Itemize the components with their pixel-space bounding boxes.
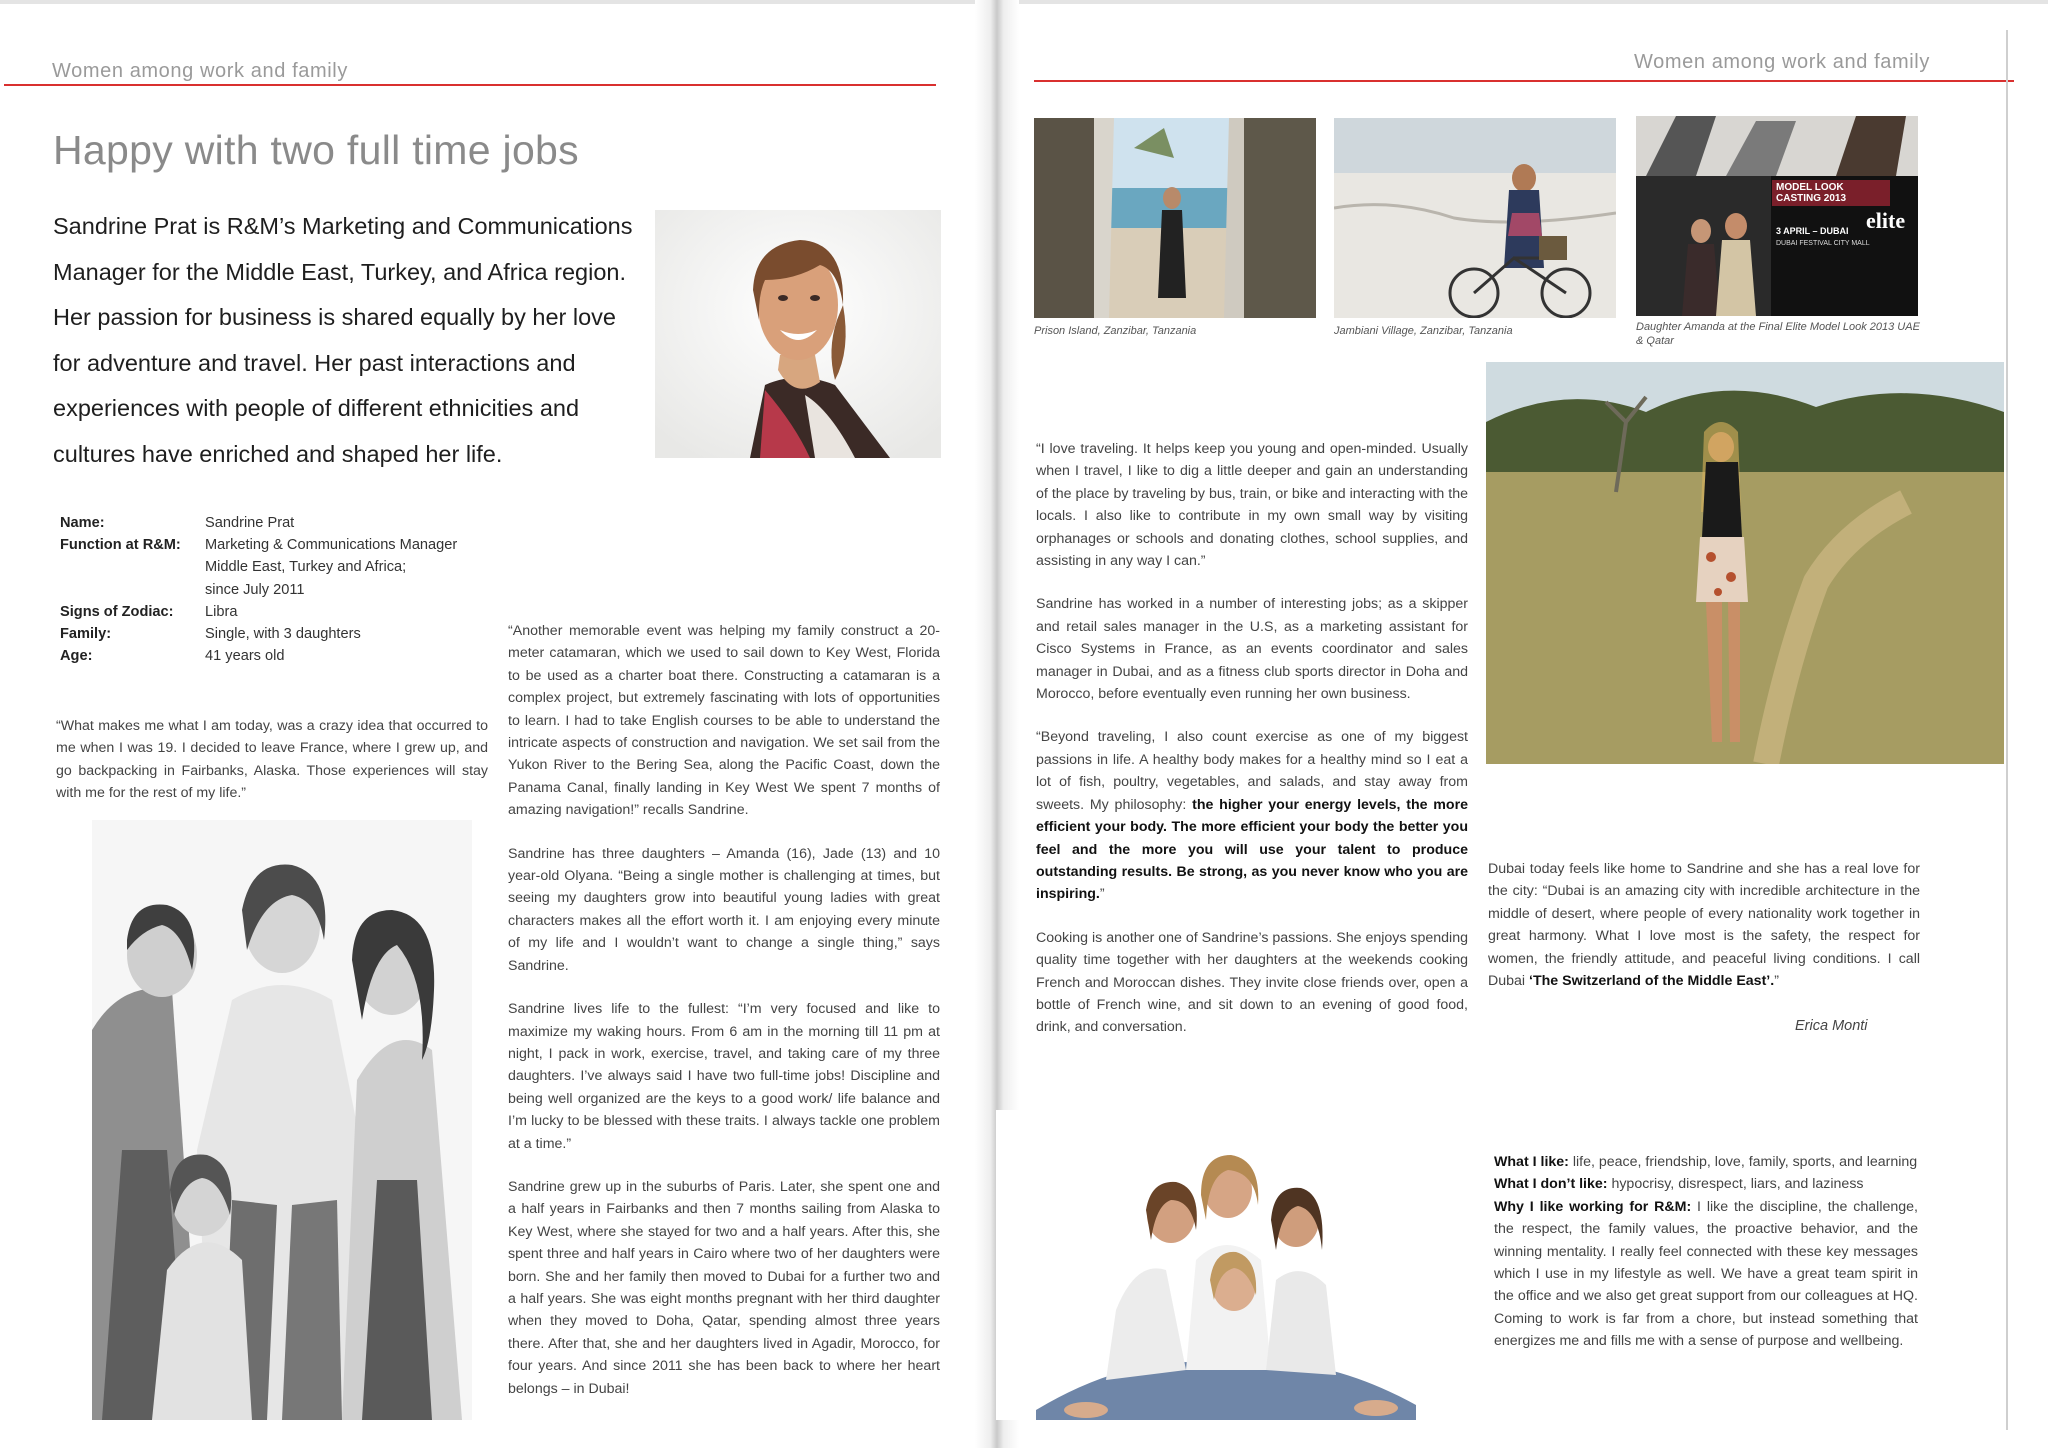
section-header-right: Women among work and family <box>1634 51 1930 73</box>
author-byline: Erica Monti <box>1795 1018 1868 1034</box>
family-bw-photo <box>92 820 472 1420</box>
beach-photo <box>1034 118 1316 318</box>
page-top-edge <box>994 0 2048 4</box>
portrait-photo <box>655 210 941 458</box>
poster-brand: elite <box>1866 208 1906 233</box>
philosophy-paragraph: “Beyond traveling, I also count exercise as one of my biggest passions in life. A healthy body makes for a healthy mind so I eat a lot of fish, poultry, vegetables, and salads, and stay away from sweets. My philosophy: the higher your energy levels, the more efficient your body. The more efficient your body the better you feel and the more you will use your talent to produce outstanding results. Be strong, as you never know who you are inspiring.” <box>1036 729 1468 903</box>
header-rule-left <box>4 84 936 86</box>
page-edge-line <box>2006 30 2008 1430</box>
poster-venue: DUBAI FESTIVAL CITY MALL <box>1776 240 1870 247</box>
profile-row: Signs of Zodiac: Libra <box>60 603 238 620</box>
model-casting-photo <box>1636 116 1918 316</box>
page-top-edge <box>0 0 992 4</box>
poster-title: MODEL LOOK CASTING 2013 <box>1772 180 1890 206</box>
dislikes-row: What I don’t like: hypocrisy, disrespect, liars, and laziness <box>1494 1176 1864 1193</box>
profile-row: Name: Sandrine Prat <box>60 515 295 531</box>
poster-date: 3 APRIL – DUBAI <box>1776 226 1849 236</box>
profile-facts <box>60 512 525 667</box>
likes-row: What I like: life, peace, friendship, love, family, sports, and learning <box>1494 1154 1918 1170</box>
left-page <box>0 0 992 1448</box>
caption-prison-island: Prison Island, Zanzibar, Tanzania <box>1034 325 1197 337</box>
right-column: “I love traveling. It helps keep you young and open-minded. Usually when I travel, I like to dig a little deeper and gain an understanding of the place by traveling by bus, train, or bike and interacting with the locals. I also like to contribute in my own small way by visiting orphanages or schools and donating clothes, school supplies, and assisting in any way I can.” Sandrine has worked in a number of interesting jobs; as a skipper and retail sales manager in the U.S, as a marketing assistant for Cisco Systems in France, as an events coordinator and sales manager in Dubai, and as a fitness club sports director in Doha and Morocco, before eventually even running her own business. “Beyond traveling, I also count exercise as one of my biggest passions in life. A healthy body makes for a healthy mind so I eat a lot of fish, poultry, vegetables, and salads, and stay away from sweets. My philosophy: the higher your energy levels, the more efficient your body. The more efficient your body the better you feel and the more you will use your talent to produce outstanding results. Be strong, as you never know who you are inspiring.” Cooking is another one of Sandrine’s passions. She enjoys spending quality time together with her daughters at the weekends cooking French and Moroccan dishes. They invite close friends over, open a bottle of French wine, and sit down to an evening of good food, drink, and conversation. <box>1036 441 1468 1036</box>
header-rule-right <box>1034 80 2014 82</box>
profile-row: since July 2011 <box>205 581 305 598</box>
savanna-photo <box>1486 362 2004 764</box>
profile-row: Middle East, Turkey and Africa; <box>205 559 407 576</box>
page-title: Happy with two full time jobs <box>53 127 579 173</box>
profile-row: Function at R&M: Marketing & Communications Manager <box>60 537 458 554</box>
family-white-photo <box>996 1110 1456 1420</box>
profile-row: Family: Single, with 3 daughters <box>60 626 361 643</box>
caption-jambiani: Jambiani Village, Zanzibar, Tanzania <box>1334 325 1513 337</box>
caption-amanda: Daughter Amanda at the Final Elite Model Look 2013 UAE & Qatar <box>1636 321 1920 347</box>
why-rm-row: Why I like working for R&M: I like the discipline, the challenge, the respect, the family values, the proactive behavior, and the winning mentality. I really feel connected with these key messages which I use in my lifestyle as well. We have a great team spirit in the office and we also get great support from our colleagues at HQ. Coming to work is far from a chore, but instead something that energizes me and fills me with a sense of purpose and wellbeing. <box>1494 1198 1918 1350</box>
dubai-paragraph: Dubai today feels like home to Sandrine and she has a real love for the city: “Dubai is an amazing city with incredible architecture in the middle of desert, where people of every nationality work together in great harmony. What I love most is the safety, the respect for women, the friendly attitude, and peaceful living conditions. I call Dubai ‘The Switzerland of the Middle East’.” <box>1488 861 1920 990</box>
middle-column: “Another memorable event was helping my family construct a 20-meter catamaran, which we used to sail down to Key West, Florida to be used as a charter boat there. Constructing a catamaran is a complex project, but extremely fascinating with lots of opportunities to learn. I had to take English courses to be able to understand the intricate aspects of construction and navigation. We set sail from the Yukon River to the Bering Sea, along the Pacific Coast, down the Panama Canal, finally landing in Key West We spent 7 months of amazing navigation!” recalls Sandrine. Sandrine has three daughters – Amanda (16), Jade (13) and 10 year-old Olyana. “Being a single mother is challenging at times, but seeing my daughters grow into beautiful young ladies with great characters makes all the effort worth it. I am enjoying every minute of my life and I wouldn’t want to change a single thing,” says Sandrine. Sandrine lives life to the fullest: “I’m very focused and like to maximize my waking hours. From 6 am in the morning till 11 pm at night, I pack in work, exercise, travel, and taking care of my three daughters. I’ve always said I have two full-time jobs! Discipline and being well organized are the keys to a good work/ life balance and I’m lucky to be blessed with these traits. I always tackle one problem at a time.” Sandrine grew up in the suburbs of Paris. Later, she spent one and a half years in Fairbanks and then 7 months sailing from Alaska to Key West, where she stayed for two and a half years. After this, she spent three and half years in Cairo where two of her daughters were born. She and her family then moved to Dubai for a further two and a half years. She was eight months pregnant with her third daughter when they moved to Doha, Qatar, spending almost three years there. After that, she and her daughters lived in Agadir, Morocco, for four years. And since 2011 she has been back to where her heart belongs – in Dubai! <box>508 623 940 1397</box>
likes-box <box>1494 1151 1918 1353</box>
opening-quote: “What makes me what I am today, was a crazy idea that occurred to me when I was 19. I decided to leave France, where I grew up, and go backpacking in Fairbanks, Alaska. Those experiences will stay with me for the rest of my life.” <box>56 718 488 802</box>
bicycle-beach-photo <box>1334 118 1616 318</box>
intro-paragraph: Sandrine Prat is R&M’s Marketing and Communications Manager for the Middle East, Turkey, and Africa region. Her passion for business is shared equally by her love for adventure and travel. Her past interactions and experiences with people of different ethnicities and cultures have enriched and shaped her life. <box>53 213 633 467</box>
section-header-left: Women among work and family <box>52 60 348 82</box>
far-right-column <box>1488 858 1920 1013</box>
profile-row: Age: 41 years old <box>60 648 285 665</box>
